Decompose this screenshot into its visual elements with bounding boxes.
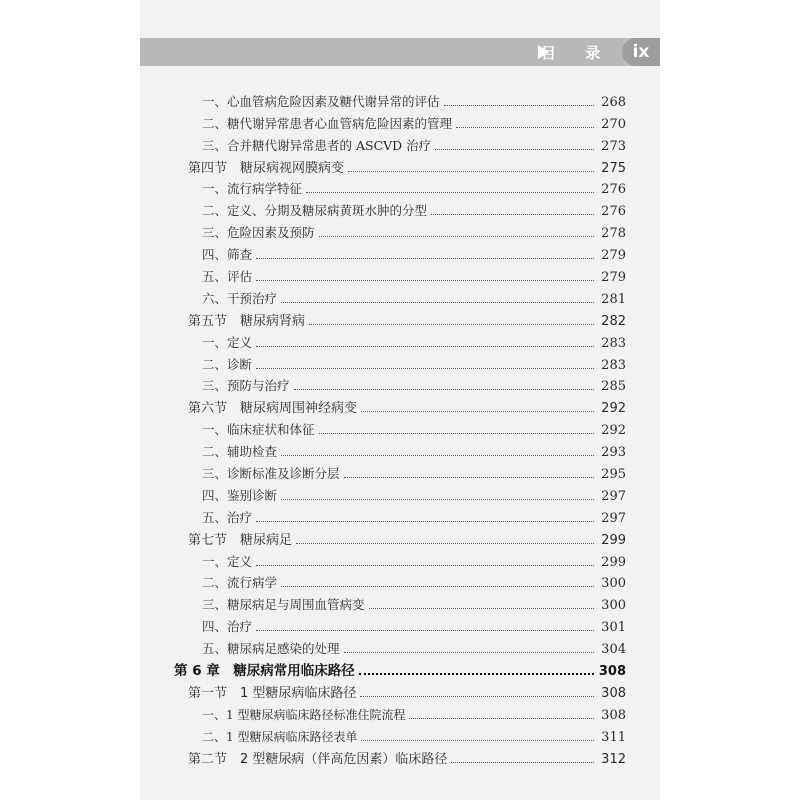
toc-chapter: 第 6 章 糖尿病常用临床路径 308 xyxy=(174,663,626,680)
toc-entry: 四、治疗 301 xyxy=(202,619,626,636)
toc-section: 第五节 糖尿病肾病 282 xyxy=(188,313,626,329)
toc-section: 第二节 2 型糖尿病（伴高危因素）临床路径 312 xyxy=(188,751,626,767)
toc-entry: 一、1 型糖尿病临床路径标准住院流程 308 xyxy=(202,707,626,723)
page-header-title: 目 录 xyxy=(541,43,613,62)
toc-entry: 三、诊断标准及诊断分层 295 xyxy=(202,466,626,483)
toc-section: 第四节 糖尿病视网膜病变 275 xyxy=(188,160,626,176)
toc-entry: 一、心血管病危险因素及糖代谢异常的评估 268 xyxy=(202,93,626,110)
toc-entry: 三、合并糖代谢异常患者的 ASCVD 治疗 273 xyxy=(202,137,626,154)
toc-entry: 五、糖尿病足感染的处理 304 xyxy=(202,641,626,658)
toc-entry: 一、定义 299 xyxy=(202,553,626,570)
toc-section: 第七节 糖尿病足 299 xyxy=(188,532,626,548)
table-of-contents xyxy=(174,88,626,767)
toc-entry: 四、筛查 279 xyxy=(202,247,626,264)
toc-entry: 一、临床症状和体征 292 xyxy=(202,422,626,439)
toc-section: 第六节 糖尿病周围神经病变 292 xyxy=(188,401,626,417)
toc-entry: 五、评估 279 xyxy=(202,269,626,286)
toc-entry: 二、定义、分期及糖尿病黄斑水肿的分型 276 xyxy=(202,203,626,220)
toc-entry: 二、1 型糖尿病临床路径表单 311 xyxy=(202,729,626,745)
toc-section: 第一节 1 型糖尿病临床路径 308 xyxy=(188,685,626,701)
toc-entry: 二、糖代谢异常患者心血管病危险因素的管理 270 xyxy=(202,115,626,132)
toc-entry: 二、流行病学 300 xyxy=(202,575,626,592)
toc-entry: 一、定义 283 xyxy=(202,334,626,351)
toc-entry: 二、辅助检查 293 xyxy=(202,444,626,461)
toc-entry: 五、治疗 297 xyxy=(202,509,626,526)
toc-entry: 四、鉴别诊断 297 xyxy=(202,487,626,504)
toc-entry: 三、危险因素及预防 278 xyxy=(202,225,626,242)
toc-entry: 三、糖尿病足与周围血管病变 300 xyxy=(202,597,626,614)
toc-entry: 一、流行病学特征 276 xyxy=(202,181,626,198)
toc-entry: 三、预防与治疗 285 xyxy=(202,378,626,395)
toc-entry: 二、诊断 283 xyxy=(202,356,626,373)
toc-entry: 六、干预治疗 281 xyxy=(202,290,626,307)
page-number: ix xyxy=(622,38,660,66)
